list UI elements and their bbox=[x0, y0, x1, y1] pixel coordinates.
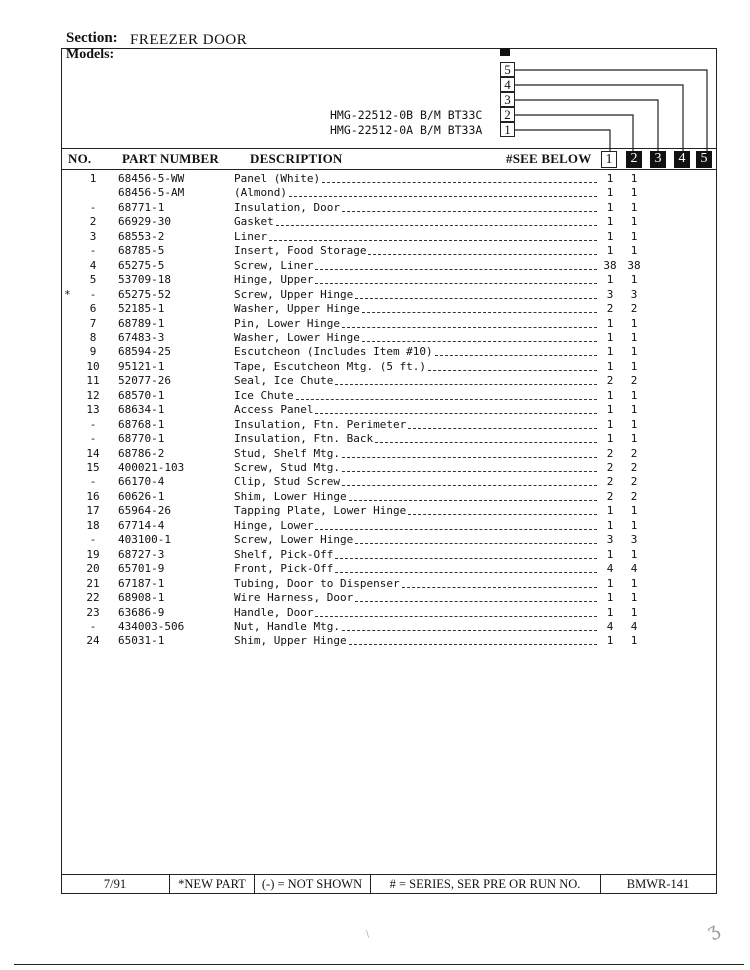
col-header-model-4: 4 bbox=[674, 151, 690, 168]
col-header-model-5: 5 bbox=[696, 151, 712, 168]
leader-dashes bbox=[315, 399, 597, 414]
item-number: 17 bbox=[86, 504, 100, 518]
quantity-model-2: 1 bbox=[630, 172, 638, 185]
model-line-1: HMG-22512-0A B/M BT33A bbox=[330, 123, 483, 137]
quantity-model-2: 1 bbox=[630, 403, 638, 417]
quantity-model-2: 38 bbox=[627, 258, 641, 272]
page-bottom-rule bbox=[14, 964, 744, 965]
description: Ice Chute bbox=[234, 388, 294, 402]
col-header-part-number: PART NUMBER bbox=[122, 151, 219, 166]
quantity-model-1: 2 bbox=[606, 489, 614, 503]
leader-dashes bbox=[428, 356, 597, 371]
item-number: 13 bbox=[86, 403, 100, 417]
quantity-model-1: 2 bbox=[606, 374, 614, 388]
quantity-model-2: 1 bbox=[630, 518, 638, 532]
quantity-model-2: 1 bbox=[630, 229, 638, 243]
quantity-model-2: 1 bbox=[630, 504, 638, 518]
quantity-model-1: 4 bbox=[606, 562, 614, 576]
item-number: 6 bbox=[89, 302, 97, 316]
quantity-model-1: 1 bbox=[606, 345, 614, 359]
part-number: 65964-26 bbox=[118, 504, 171, 518]
quantity-model-1: 1 bbox=[606, 229, 614, 243]
quantity-model-1: 1 bbox=[606, 316, 614, 330]
leader-dashes bbox=[342, 313, 597, 328]
item-number: 15 bbox=[86, 461, 100, 474]
description: Panel (White) bbox=[234, 172, 321, 185]
quantity-model-2: 1 bbox=[630, 330, 638, 344]
quantity-model-1: 1 bbox=[606, 215, 614, 229]
item-number: 8 bbox=[89, 330, 97, 344]
part-number: 68456-5-WW bbox=[118, 172, 185, 185]
leader-dashes bbox=[342, 443, 597, 458]
quantity-model-1: 1 bbox=[606, 605, 614, 619]
item-number: 21 bbox=[86, 576, 100, 590]
item-number: 4 bbox=[89, 258, 97, 272]
quantity-model-1: 1 bbox=[606, 359, 614, 373]
table-row bbox=[0, 403, 750, 417]
quantity-model-1: 1 bbox=[606, 547, 614, 561]
part-number: 68770-1 bbox=[118, 432, 165, 446]
description: Escutcheon (Includes Item #10) bbox=[234, 345, 433, 359]
item-number: 23 bbox=[86, 605, 100, 619]
part-number: 60626-1 bbox=[118, 489, 165, 503]
description: Clip, Stud Screw bbox=[234, 475, 340, 489]
leader-dashes bbox=[315, 602, 597, 617]
description: Pin, Lower Hinge bbox=[234, 316, 340, 330]
section-label: Section: bbox=[66, 30, 118, 46]
leader-dashes bbox=[335, 544, 597, 559]
item-number: - bbox=[89, 619, 97, 633]
quantity-model-2: 1 bbox=[630, 200, 638, 214]
description: Shelf, Pick-Off bbox=[234, 547, 334, 561]
part-number: 68634-1 bbox=[118, 403, 165, 417]
quantity-model-2: 1 bbox=[630, 547, 638, 561]
quantity-model-1: 3 bbox=[606, 287, 614, 301]
quantity-model-2: 1 bbox=[630, 417, 638, 431]
description: Insulation, Ftn. Back bbox=[234, 432, 374, 446]
col-header-model-2: 2 bbox=[626, 151, 642, 168]
header-rule-top bbox=[61, 148, 717, 149]
part-number: 68570-1 bbox=[118, 388, 165, 402]
col-header-model-3: 3 bbox=[650, 151, 666, 168]
item-number: 14 bbox=[86, 446, 100, 460]
leader-dashes bbox=[342, 197, 597, 212]
item-number: 20 bbox=[86, 562, 100, 576]
part-number: 68594-25 bbox=[118, 345, 171, 359]
leader-dashes bbox=[355, 529, 597, 544]
leader-dashes bbox=[335, 370, 597, 385]
quantity-model-2: 2 bbox=[630, 374, 638, 388]
col-header-description: DESCRIPTION bbox=[250, 151, 343, 166]
part-number: 66929-30 bbox=[118, 215, 171, 229]
quantity-model-2: 2 bbox=[630, 461, 638, 474]
leader-dashes bbox=[402, 573, 597, 588]
col-header-see-below: #SEE BELOW bbox=[506, 151, 592, 166]
item-number: 16 bbox=[86, 489, 100, 503]
quantity-model-1: 4 bbox=[606, 619, 614, 633]
quantity-model-1: 2 bbox=[606, 461, 614, 474]
leader-dashes bbox=[315, 255, 597, 270]
section-title: FREEZER DOOR bbox=[130, 32, 248, 48]
part-number: 65701-9 bbox=[118, 562, 165, 576]
leader-dashes bbox=[362, 298, 597, 313]
quantity-model-2: 2 bbox=[630, 302, 638, 316]
item-number: 11 bbox=[86, 374, 100, 388]
description: Stud, Shelf Mtg. bbox=[234, 446, 340, 460]
item-number: 3 bbox=[89, 229, 97, 243]
leader-dashes bbox=[355, 587, 597, 602]
quantity-model-2: 1 bbox=[630, 388, 638, 402]
new-part-marker: * bbox=[64, 287, 71, 301]
description: Screw, Stud Mtg. bbox=[234, 461, 340, 474]
part-number: 53709-18 bbox=[118, 273, 171, 287]
description: (Almond) bbox=[234, 186, 287, 200]
model-box-3: 3 bbox=[500, 92, 515, 107]
handwritten-mark: ʒ bbox=[703, 918, 723, 943]
item-number: 19 bbox=[86, 547, 100, 561]
quantity-model-1: 1 bbox=[606, 200, 614, 214]
quantity-model-2: 2 bbox=[630, 475, 638, 489]
leader-dashes bbox=[322, 168, 597, 183]
part-number: 68771-1 bbox=[118, 200, 165, 214]
footer-doc-id: BMWR-141 bbox=[626, 877, 690, 891]
footer-series-legend: # = SERIES, SER PRE OR RUN NO. bbox=[389, 877, 581, 891]
models-label: Models: bbox=[66, 47, 115, 62]
table-row bbox=[0, 562, 750, 576]
quantity-model-1: 1 bbox=[606, 432, 614, 446]
quantity-model-2: 1 bbox=[630, 432, 638, 446]
item-number: 5 bbox=[89, 273, 97, 287]
description: Liner bbox=[234, 229, 268, 243]
part-number: 65031-1 bbox=[118, 634, 165, 648]
part-number: 67714-4 bbox=[118, 518, 165, 532]
description: Hinge, Upper bbox=[234, 273, 314, 287]
description: Insulation, Door bbox=[234, 200, 340, 214]
leader-dashes bbox=[375, 428, 597, 443]
quantity-model-1: 2 bbox=[606, 446, 614, 460]
description: Shim, Lower Hinge bbox=[234, 489, 347, 503]
item-number: 18 bbox=[86, 518, 100, 532]
quantity-model-2: 1 bbox=[630, 591, 638, 605]
leader-dashes bbox=[335, 558, 597, 573]
part-number: 66170-4 bbox=[118, 475, 165, 489]
col-header-model-1: 1 bbox=[601, 151, 617, 168]
item-number: 7 bbox=[89, 316, 97, 330]
description: Insulation, Ftn. Perimeter bbox=[234, 417, 407, 431]
quantity-model-2: 4 bbox=[630, 562, 638, 576]
table-row bbox=[0, 490, 750, 504]
part-number: 65275-5 bbox=[118, 258, 165, 272]
description: Washer, Upper Hinge bbox=[234, 302, 360, 316]
quantity-model-2: 4 bbox=[630, 619, 638, 633]
part-number: 52077-26 bbox=[118, 374, 171, 388]
quantity-model-1: 1 bbox=[606, 403, 614, 417]
item-number: - bbox=[89, 200, 97, 214]
part-number: 67483-3 bbox=[118, 330, 165, 344]
item-number: - bbox=[89, 475, 97, 489]
part-number: 65275-52 bbox=[118, 287, 171, 301]
quantity-model-1: 1 bbox=[606, 504, 614, 518]
col-header-no: NO. bbox=[68, 151, 92, 166]
description: Hinge, Lower bbox=[234, 518, 314, 532]
leader-dashes bbox=[355, 284, 597, 299]
description: Handle, Door bbox=[234, 605, 314, 619]
description: Gasket bbox=[234, 215, 274, 229]
description: Shim, Upper Hinge bbox=[234, 634, 347, 648]
part-number: 63686-9 bbox=[118, 605, 165, 619]
quantity-model-2: 1 bbox=[630, 605, 638, 619]
footer-not-shown-legend: (-) = NOT SHOWN bbox=[261, 877, 363, 891]
description: Tape, Escutcheon Mtg. (5 ft.) bbox=[234, 359, 427, 373]
quantity-model-2: 1 bbox=[630, 244, 638, 258]
quantity-model-2: 1 bbox=[630, 316, 638, 330]
item-number: 1 bbox=[89, 172, 97, 185]
item-number: - bbox=[89, 417, 97, 431]
part-number: 68785-5 bbox=[118, 244, 165, 258]
description: Access Panel bbox=[234, 403, 314, 417]
item-number: 9 bbox=[89, 345, 97, 359]
quantity-model-1: 1 bbox=[606, 417, 614, 431]
item-number: 24 bbox=[86, 634, 100, 648]
part-number: 400021-103 bbox=[118, 461, 185, 474]
description: Seal, Ice Chute bbox=[234, 374, 334, 388]
part-number: 68786-2 bbox=[118, 446, 165, 460]
description: Tubing, Door to Dispenser bbox=[234, 576, 400, 590]
part-number: 67187-1 bbox=[118, 576, 165, 590]
leader-dashes bbox=[296, 385, 597, 400]
quantity-model-1: 1 bbox=[606, 172, 614, 185]
leader-dashes bbox=[349, 486, 597, 501]
description: Front, Pick-Off bbox=[234, 562, 334, 576]
quantity-model-1: 1 bbox=[606, 330, 614, 344]
quantity-model-1: 1 bbox=[606, 388, 614, 402]
quantity-model-1: 1 bbox=[606, 591, 614, 605]
part-number: 52185-1 bbox=[118, 302, 165, 316]
quantity-model-2: 1 bbox=[630, 186, 638, 200]
part-number: 68908-1 bbox=[118, 591, 165, 605]
quantity-model-2: 3 bbox=[630, 533, 638, 547]
model-box-5: 5 bbox=[500, 62, 515, 77]
part-number: 68768-1 bbox=[118, 417, 165, 431]
leader-dashes bbox=[362, 327, 597, 342]
model-box-4: 4 bbox=[500, 77, 515, 92]
description: Screw, Lower Hinge bbox=[234, 533, 354, 547]
leader-dashes bbox=[276, 211, 597, 226]
part-number: 434003-506 bbox=[118, 619, 185, 633]
item-number: 2 bbox=[89, 215, 97, 229]
leader-dashes bbox=[342, 457, 597, 472]
leader-dashes bbox=[342, 471, 597, 486]
quantity-model-2: 1 bbox=[630, 345, 638, 359]
table-row bbox=[0, 345, 750, 359]
leader-dashes bbox=[408, 414, 597, 429]
quantity-model-2: 1 bbox=[630, 634, 638, 648]
leader-dashes bbox=[368, 240, 597, 255]
description: Washer, Lower Hinge bbox=[234, 330, 360, 344]
quantity-model-1: 1 bbox=[606, 518, 614, 532]
footer-date: 7/91 bbox=[103, 877, 127, 891]
item-number: - bbox=[89, 533, 97, 547]
quantity-model-1: 1 bbox=[606, 273, 614, 287]
quantity-model-1: 2 bbox=[606, 302, 614, 316]
scan-speck: \ bbox=[366, 930, 370, 940]
item-number: - bbox=[89, 244, 97, 258]
part-number: 95121-1 bbox=[118, 359, 165, 373]
quantity-model-2: 1 bbox=[630, 576, 638, 590]
footer-bar bbox=[61, 874, 717, 894]
quantity-model-2: 3 bbox=[630, 287, 638, 301]
quantity-model-1: 1 bbox=[606, 244, 614, 258]
leader-dashes bbox=[269, 226, 597, 241]
leader-dashes bbox=[289, 182, 597, 197]
quantity-model-2: 2 bbox=[630, 489, 638, 503]
quantity-model-1: 1 bbox=[606, 576, 614, 590]
leader-dashes bbox=[315, 269, 597, 284]
part-number: 68789-1 bbox=[118, 316, 165, 330]
leader-dashes bbox=[435, 341, 597, 356]
quantity-model-1: 1 bbox=[606, 634, 614, 648]
description: Nut, Handle Mtg. bbox=[234, 619, 340, 633]
quantity-model-2: 1 bbox=[630, 359, 638, 373]
quantity-model-1: 2 bbox=[606, 475, 614, 489]
leader-dashes bbox=[342, 616, 597, 631]
table-row bbox=[0, 331, 750, 345]
quantity-model-1: 3 bbox=[606, 533, 614, 547]
item-number: - bbox=[89, 432, 97, 446]
quantity-model-2: 2 bbox=[630, 446, 638, 460]
table-row bbox=[0, 634, 750, 648]
model-box-2: 2 bbox=[500, 107, 515, 122]
leader-dashes bbox=[349, 630, 597, 645]
description: Screw, Upper Hinge bbox=[234, 287, 354, 301]
quantity-model-1: 38 bbox=[603, 258, 617, 272]
description: Tapping Plate, Lower Hinge bbox=[234, 504, 407, 518]
description: Screw, Liner bbox=[234, 258, 314, 272]
item-number: 10 bbox=[86, 359, 100, 373]
part-number: 68553-2 bbox=[118, 229, 165, 243]
item-number: 12 bbox=[86, 388, 100, 402]
quantity-model-2: 1 bbox=[630, 273, 638, 287]
leader-dashes bbox=[315, 515, 597, 530]
quantity-model-2: 1 bbox=[630, 215, 638, 229]
quantity-model-1: 1 bbox=[606, 186, 614, 200]
leader-dashes bbox=[408, 500, 597, 515]
item-number: - bbox=[89, 287, 97, 301]
description: Insert, Food Storage bbox=[234, 244, 367, 258]
model-box-1: 1 bbox=[500, 122, 515, 137]
model-line-2: HMG-22512-0B B/M BT33C bbox=[330, 108, 483, 122]
description: Wire Harness, Door bbox=[234, 591, 354, 605]
part-number: 403100-1 bbox=[118, 533, 171, 547]
part-number: 68727-3 bbox=[118, 547, 165, 561]
part-number: 68456-5-AM bbox=[118, 186, 185, 200]
item-number: 22 bbox=[86, 591, 100, 605]
footer-new-part-legend: *NEW PART bbox=[178, 877, 246, 891]
